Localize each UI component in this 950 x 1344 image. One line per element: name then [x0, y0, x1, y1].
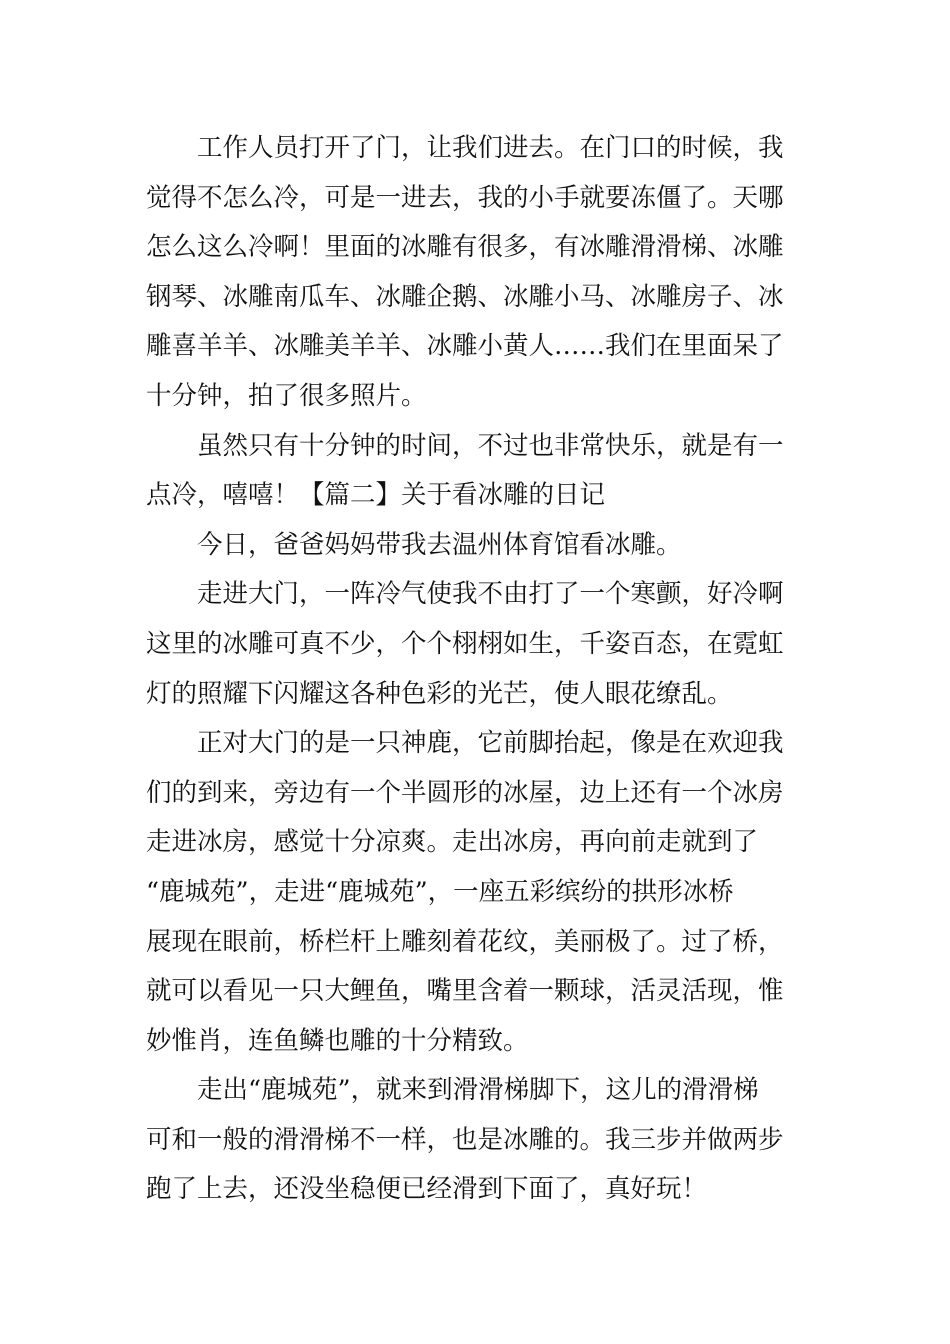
- text-line: 走进大门，一阵冷气使我不由打了一个寒颤，好冷啊: [197, 579, 784, 610]
- text-line: 觉得不怎么冷，可是一进去，我的小手就要冻僵了。天哪: [146, 182, 784, 213]
- text-line: 可和一般的滑滑梯不一样，也是冰雕的。我三步并做两步: [146, 1124, 784, 1155]
- text-line: 雕喜羊羊、冰雕美羊羊、冰雕小黄人……我们在里面呆了: [146, 331, 784, 362]
- text-line: 展现在眼前，桥栏杆上雕刻着花纹，美丽极了。过了桥，: [146, 926, 784, 957]
- paragraph-5: [146, 719, 806, 1066]
- text-line: 这里的冰雕可真不少，个个栩栩如生，千姿百态，在霓虹: [146, 628, 784, 659]
- text-line: 就可以看见一只大鲤鱼，嘴里含着一颗球，活灵活现，惟: [146, 976, 784, 1007]
- body-text: [146, 124, 806, 1215]
- paragraph-3: [146, 521, 806, 571]
- text-line: 怎么这么冷啊！里面的冰雕有很多，有冰雕滑滑梯、冰雕: [146, 232, 784, 263]
- text-line: 灯的照耀下闪耀这各种色彩的光芒，使人眼花缭乱。: [146, 678, 733, 709]
- text-line: 今日，爸爸妈妈带我去温州体育馆看冰雕。: [197, 529, 682, 560]
- text-line: 十分钟，拍了很多照片。: [146, 380, 427, 411]
- paragraph-4: [146, 570, 806, 719]
- text-line: 走进冰房，感觉十分凉爽。走出冰房，再向前走就到了: [146, 827, 759, 858]
- text-line: 虽然只有十分钟的时间，不过也非常快乐，就是有一: [197, 430, 784, 461]
- paragraph-6: [146, 1066, 806, 1215]
- paragraph-2: [146, 422, 806, 521]
- text-line: 妙惟肖，连鱼鳞也雕的十分精致。: [146, 1025, 529, 1056]
- text-line: 点冷，嘻嘻！【篇二】关于看冰雕的日记: [146, 480, 606, 511]
- text-line: 工作人员打开了门，让我们进去。在门口的时候，我: [197, 133, 784, 163]
- paragraph-1: [146, 124, 806, 422]
- text-line: “鹿城苑”，走进“鹿城苑”，一座五彩缤纷的拱形冰桥: [146, 876, 734, 907]
- text-line: 钢琴、冰雕南瓜车、冰雕企鹅、冰雕小马、冰雕房子、冰: [146, 281, 784, 312]
- text-line: 们的到来，旁边有一个半圆形的冰屋，边上还有一个冰房: [146, 777, 784, 808]
- text-line: 跑了上去，还没坐稳便已经滑到下面了，真好玩！: [146, 1174, 708, 1205]
- text-line: 正对大门的是一只神鹿，它前脚抬起，像是在欢迎我: [197, 728, 784, 759]
- text-line: 走出“鹿城苑”，就来到滑滑梯脚下，这儿的滑滑梯: [197, 1075, 759, 1106]
